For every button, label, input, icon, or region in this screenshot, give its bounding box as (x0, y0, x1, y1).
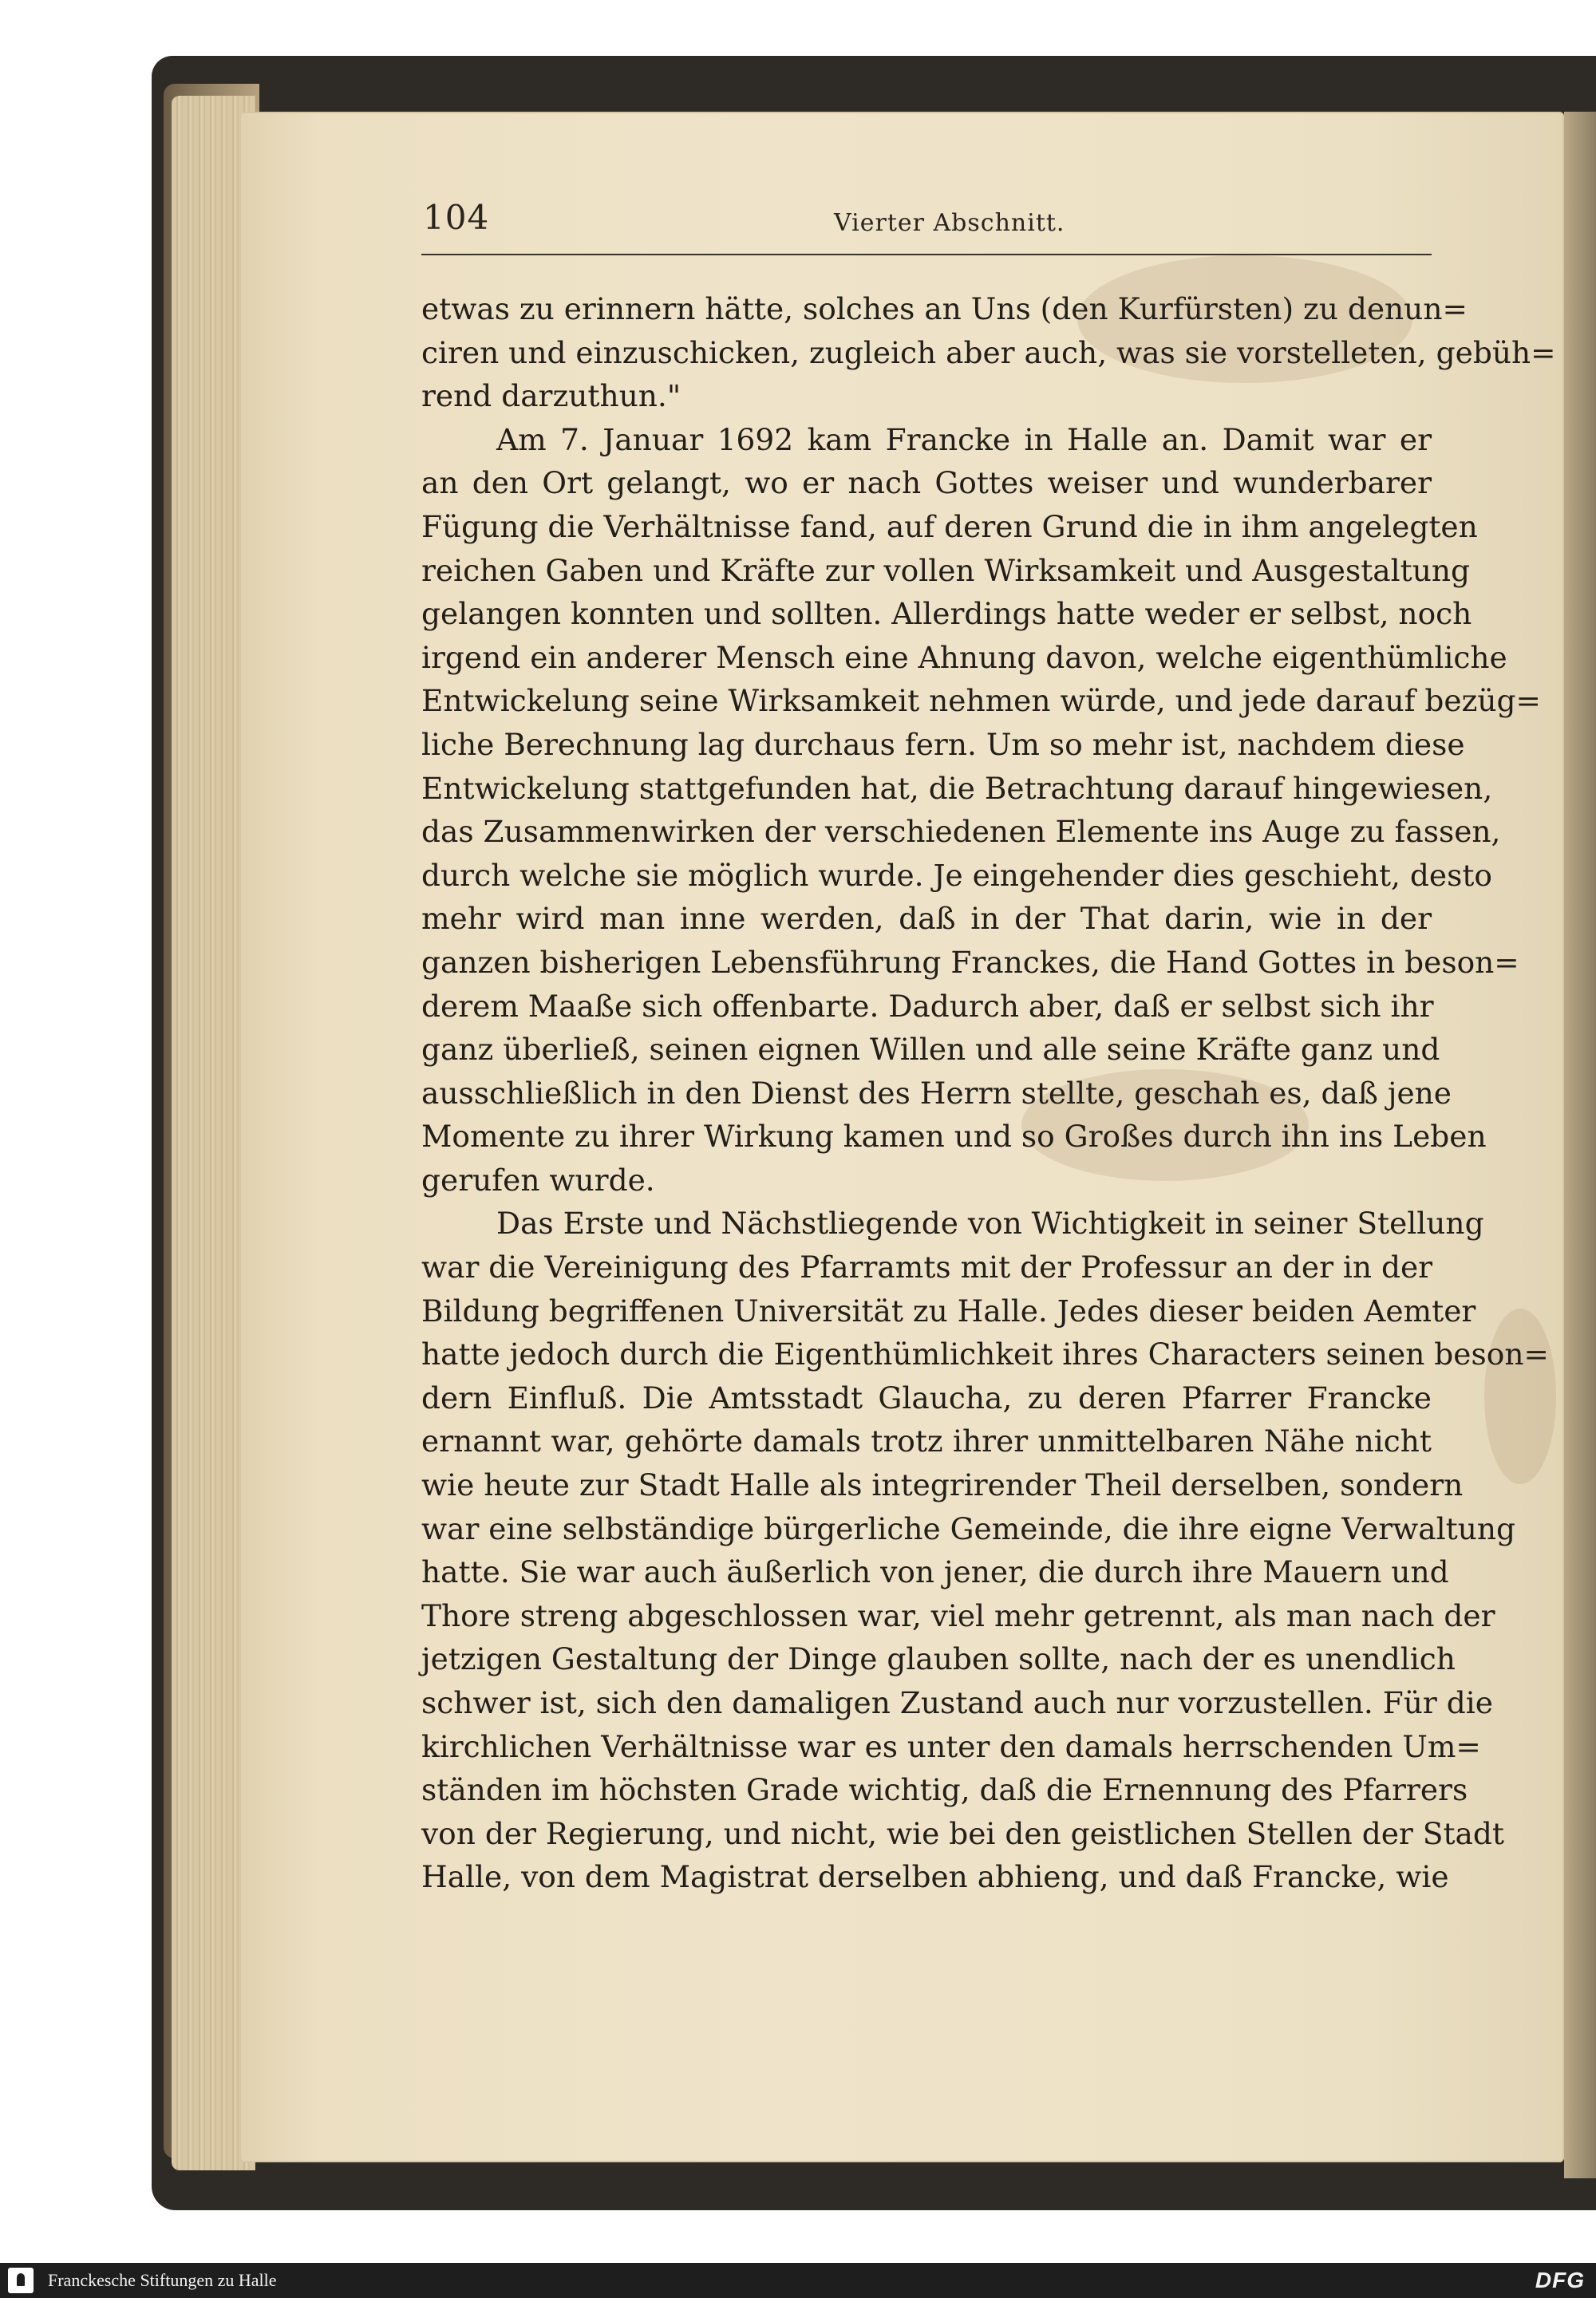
text-line: an den Ort gelangt, wo er nach Gottes weiser und wunderbarer (421, 465, 1432, 501)
text-line: reichen Gaben und Kräfte zur vollen Wirksamkeit und Ausgestaltung (421, 552, 1471, 588)
paper-stain (1484, 1309, 1556, 1484)
text-line: ausschließlich in den Dienst des Herrn stellte, geschah es, daß jene (421, 1075, 1452, 1111)
header-rule (421, 254, 1432, 255)
text-line: Momente zu ihrer Wirkung kamen und so Großes durch ihn ins Leben (421, 1119, 1487, 1155)
text-line: das Zusammenwirken der verschiedenen Elemente ins Auge zu fassen, (421, 814, 1501, 850)
footer-bar (0, 2263, 1596, 2298)
text-line: dern Einfluß. Die Amtsstadt Glaucha, zu deren Pfarrer Francke (421, 1380, 1432, 1416)
text-line: etwas zu erinnern hätte, solches an Uns (den Kurfürsten) zu denun= (421, 291, 1468, 326)
text-line: ciren und einzuschicken, zugleich aber auch, was sie vorstelleten, gebüh= (421, 334, 1556, 370)
text-line: liche Berechnung lag durchaus fern. Um so mehr ist, nachdem diese (421, 726, 1465, 762)
text-line: gelangen konnten und sollten. Allerdings hatte weder er selbst, noch (421, 596, 1472, 632)
text-line: mehr wird man inne werden, daß in der That darin, wie in der (421, 901, 1432, 937)
text-line: Halle, von dem Magistrat derselben abhieng, und daß Francke, wie (421, 1859, 1449, 1895)
text-line: durch welche sie möglich wurde. Je eingehender dies geschieht, desto (421, 857, 1492, 893)
text-line: war die Vereinigung des Pfarramts mit der Professur an der in der (421, 1250, 1433, 1285)
text-line: Bildung begriffenen Universität zu Halle. Jedes dieser beiden Aemter (421, 1293, 1476, 1329)
facing-page-edge (1564, 112, 1596, 2178)
running-head: Vierter Abschnitt. (834, 209, 1065, 237)
text-line: ernannt war, gehörte damals trotz ihrer unmittelbaren Nähe nicht (421, 1423, 1432, 1459)
text-line: ständen im höchsten Grade wichtig, daß die Ernennung des Pfarrers (421, 1772, 1468, 1808)
text-line: Das Erste und Nächstliegende von Wichtigkeit in seiner Stellung (496, 1206, 1484, 1242)
text-line: kirchlichen Verhältnisse war es unter den damals herrschenden Um= (421, 1728, 1481, 1764)
dfg-logo: DFG (1535, 2268, 1585, 2292)
text-line: Entwickelung seine Wirksamkeit nehmen würde, und jede darauf bezüg= (421, 683, 1541, 719)
text-line: Thore streng abgeschlossen war, viel mehr getrennt, als man nach der (421, 1597, 1495, 1633)
text-line: ganz überließ, seinen eignen Willen und alle seine Kräfte ganz und (421, 1032, 1440, 1068)
text-line: hatte jedoch durch die Eigenthümlichkeit ihres Characters seinen beson= (421, 1337, 1549, 1372)
page-number: 104 (423, 198, 490, 237)
text-line: wie heute zur Stadt Halle als integrirender Theil derselben, sondern (421, 1467, 1464, 1503)
text-line: Entwickelung stattgefunden hat, die Betrachtung darauf hingewiesen, (421, 770, 1493, 806)
text-line: war eine selbständige bürgerliche Gemeinde, die ihre eigne Verwaltung (421, 1510, 1516, 1546)
institution-logo-icon (8, 2268, 34, 2293)
body-text (421, 287, 1556, 1899)
institution-name: Franckesche Stiftungen zu Halle (48, 2270, 277, 2290)
text-line: ganzen bisherigen Lebensführung Franckes, die Hand Gottes in beson= (421, 944, 1519, 980)
text-line: rend darzuthun." (421, 378, 681, 414)
text-line: irgend ein anderer Mensch eine Ahnung davon, welche eigenthümliche (421, 639, 1507, 675)
text-line: hatte. Sie war auch äußerlich von jener, die durch ihre Mauern und (421, 1554, 1449, 1590)
text-line: gerufen wurde. (421, 1162, 655, 1198)
text-line: schwer ist, sich den damaligen Zustand auch nur vorzustellen. Für die (421, 1685, 1493, 1720)
text-line: von der Regierung, und nicht, wie bei den geistlichen Stellen der Stadt (421, 1815, 1504, 1851)
text-line: Fügung die Verhältnisse fand, auf deren Grund die in ihm angelegten (421, 508, 1478, 544)
text-line: jetzigen Gestaltung der Dinge glauben sollte, nach der es unendlich (421, 1641, 1456, 1677)
text-line: Am 7. Januar 1692 kam Francke in Halle an. Damit war er (496, 421, 1432, 457)
text-line: derem Maaße sich offenbarte. Dadurch aber, daß er selbst sich ihr (421, 988, 1434, 1024)
